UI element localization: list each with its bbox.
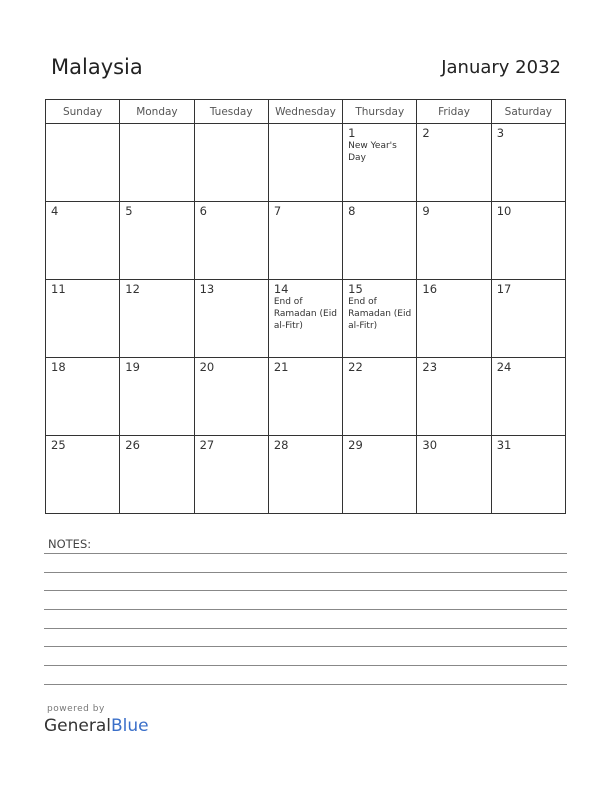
day-cell [268, 436, 342, 514]
day-number: 15 [348, 282, 363, 296]
weekday-saturday: Saturday [491, 100, 565, 124]
notes-line [44, 646, 567, 647]
day-cell [491, 358, 565, 436]
day-number: 27 [199, 438, 215, 452]
weekday-friday: Friday [417, 100, 491, 124]
day-cell [343, 202, 417, 280]
holiday-label: End of Ramadan (Eid al-Fitr) [348, 297, 412, 331]
day-cell [46, 202, 120, 280]
week-row [46, 358, 566, 436]
day-number: 12 [125, 282, 140, 296]
day-number: 11 [51, 282, 66, 296]
day-number: 24 [496, 360, 512, 374]
day-number: 28 [273, 438, 289, 452]
week-row [46, 124, 566, 202]
day-number: 25 [51, 438, 66, 452]
day-number: 7 [273, 204, 282, 218]
day-number: 9 [422, 204, 430, 218]
notes-line [44, 590, 567, 591]
week-row [46, 280, 566, 358]
day-number: 21 [273, 360, 289, 374]
day-number: 19 [125, 360, 140, 374]
day-number: 10 [496, 204, 512, 218]
day-cell [194, 358, 268, 436]
day-number: 4 [51, 204, 59, 218]
day-number: 31 [496, 438, 512, 452]
day-cell [120, 202, 194, 280]
month-title: January 2032 [441, 57, 561, 78]
day-number: 30 [422, 438, 438, 452]
day-number: 3 [496, 126, 505, 140]
day-cell [343, 436, 417, 514]
day-cell [268, 202, 342, 280]
notes-line [44, 628, 567, 629]
day-cell [343, 358, 417, 436]
day-cell [491, 280, 565, 358]
week-row [46, 436, 566, 514]
weekday-monday: Monday [120, 100, 194, 124]
brand-blue: Blue [111, 716, 149, 736]
notes-line [44, 684, 567, 685]
day-number: 22 [348, 360, 363, 374]
day-cell [268, 124, 342, 202]
day-cell [343, 124, 417, 202]
day-number: 14 [273, 282, 289, 296]
notes-line [44, 553, 567, 554]
day-cell [120, 436, 194, 514]
day-cell [491, 124, 565, 202]
holiday-label: End of Ramadan (Eid al-Fitr) [273, 297, 337, 331]
day-cell [417, 202, 491, 280]
day-cell [46, 358, 120, 436]
day-cell [417, 280, 491, 358]
weekday-wednesday: Wednesday [268, 100, 342, 124]
day-number: 1 [348, 126, 356, 140]
day-cell [46, 124, 120, 202]
day-cell [120, 358, 194, 436]
day-number: 6 [199, 204, 207, 218]
holiday-label: New Year's Day [348, 141, 397, 163]
day-number: 17 [496, 282, 512, 296]
day-cell [194, 436, 268, 514]
notes-line [44, 609, 567, 610]
country-title: Malaysia [51, 55, 143, 79]
day-cell [194, 280, 268, 358]
day-cell [268, 358, 342, 436]
weekday-header-row [46, 100, 566, 124]
day-number: 2 [422, 126, 430, 140]
generalblue-logo [44, 716, 149, 736]
weekday-sunday: Sunday [46, 100, 120, 124]
notes-line [44, 665, 567, 666]
day-cell [491, 436, 565, 514]
day-cell [417, 124, 491, 202]
day-number: 16 [422, 282, 438, 296]
week-row [46, 202, 566, 280]
day-cell [120, 124, 194, 202]
day-cell [46, 436, 120, 514]
day-number: 26 [125, 438, 140, 452]
powered-by-text: powered by [47, 704, 105, 714]
brand-general: General [44, 716, 111, 736]
day-cell [268, 280, 342, 358]
day-cell [343, 280, 417, 358]
day-number: 20 [199, 360, 215, 374]
weekday-thursday: Thursday [343, 100, 417, 124]
day-number: 8 [348, 204, 356, 218]
weekday-tuesday: Tuesday [194, 100, 268, 124]
day-number: 23 [422, 360, 438, 374]
day-number: 29 [348, 438, 363, 452]
day-number: 18 [51, 360, 66, 374]
day-cell [46, 280, 120, 358]
day-cell [417, 358, 491, 436]
day-cell [120, 280, 194, 358]
day-cell [194, 124, 268, 202]
day-cell [491, 202, 565, 280]
notes-label: NOTES: [48, 537, 92, 551]
day-cell [194, 202, 268, 280]
notes-line [44, 572, 567, 573]
calendar-grid [45, 99, 566, 514]
day-number: 5 [125, 204, 133, 218]
day-number: 13 [199, 282, 215, 296]
day-cell [417, 436, 491, 514]
